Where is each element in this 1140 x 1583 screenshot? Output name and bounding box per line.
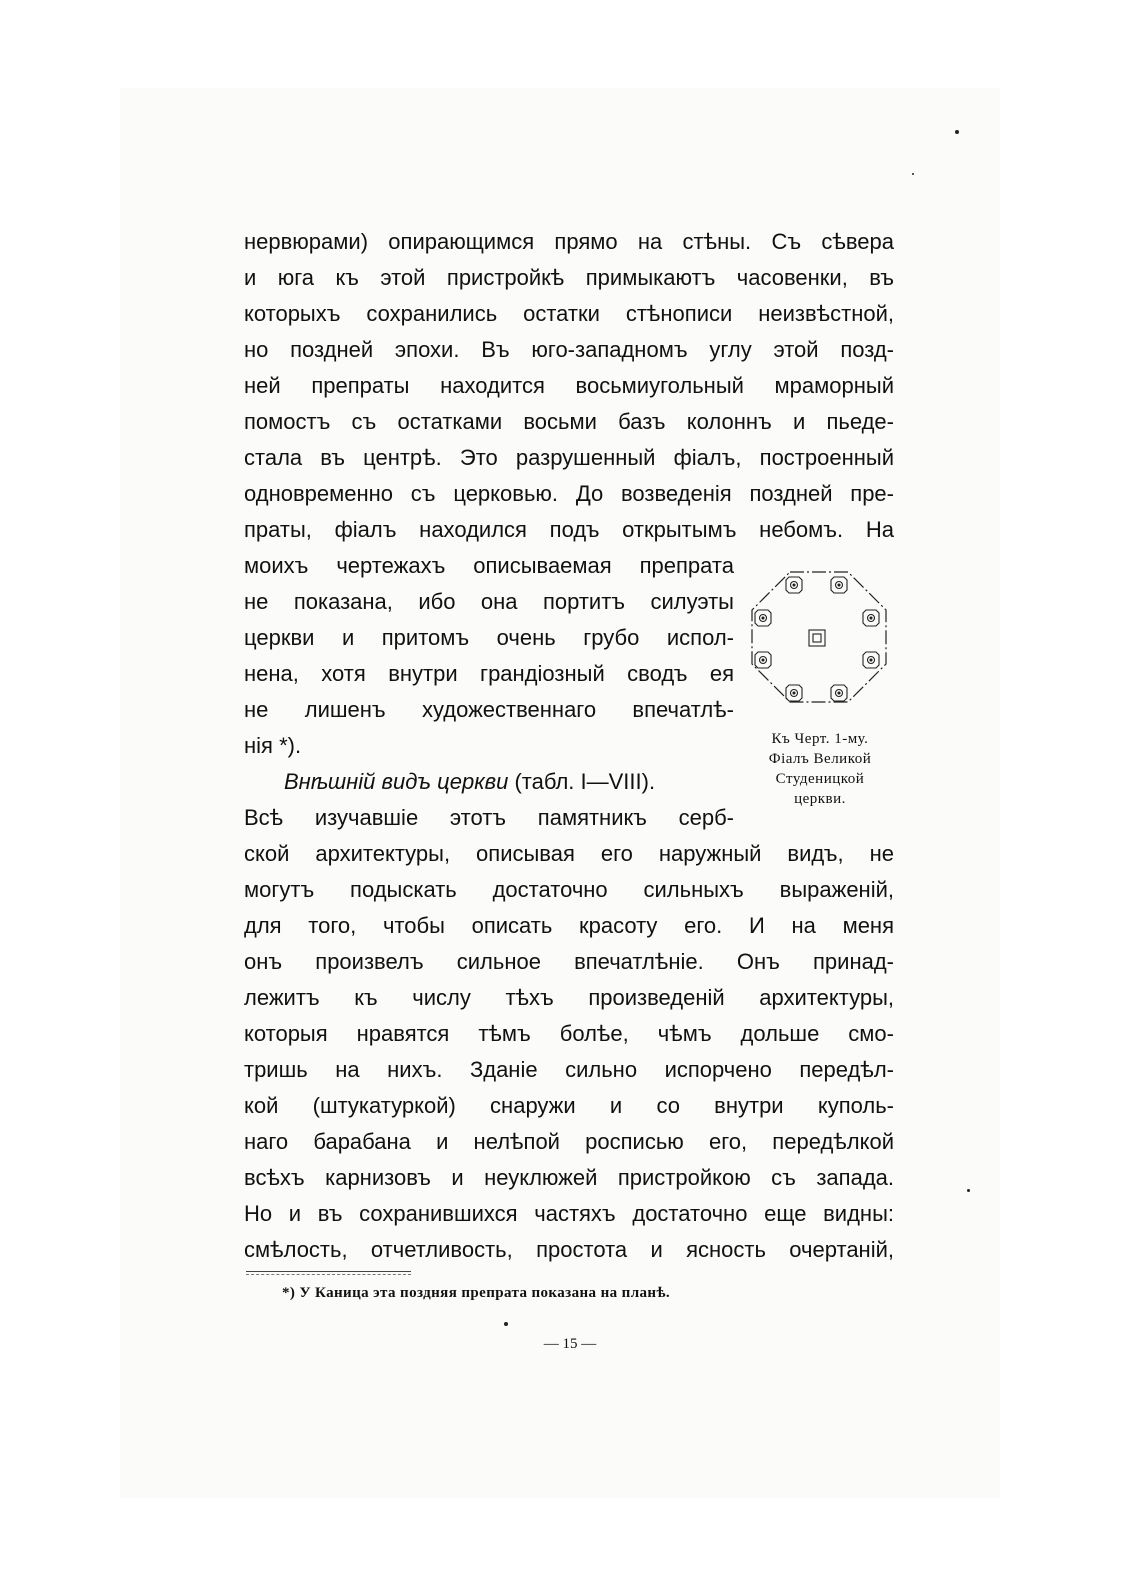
text-line: праты, фіалъ находился подъ открытымъ небомъ. На	[244, 517, 894, 542]
text-line: всѣхъ карнизовъ и неуклюжей пристройкою съ запада.	[244, 1165, 894, 1190]
text-line: стала въ центрѣ. Это разрушенный фіалъ, построенный	[244, 445, 894, 470]
print-speck	[912, 173, 914, 175]
figure-caption-line: Къ Черт. 1-му.	[771, 731, 869, 747]
footnote: *) У Каница эта поздняя препрата показана на планѣ.	[282, 1285, 671, 1301]
footnote-rule	[246, 1274, 411, 1275]
text-line: но поздней эпохи. Въ юго-западномъ углу этой позд-	[244, 337, 894, 362]
text-line: ской архитектуры, описывая его наружный видъ, не	[244, 841, 894, 866]
text-line: Но и въ сохранившихся частяхъ достаточно еще видны:	[244, 1201, 894, 1226]
text-line: нія *).	[244, 733, 302, 758]
text-line: нена, хотя внутри грандіозный сводъ ея	[244, 661, 734, 686]
text-line: которыхъ сохранились остатки стѣнописи неизвѣстной,	[244, 301, 894, 326]
section-heading-rest: (табл. I—VIII).	[508, 769, 656, 794]
text-line: онъ произвелъ сильное впечатлѣніе. Онъ принад-	[244, 949, 894, 974]
text-line: церкви и притомъ очень грубо испол-	[244, 625, 734, 650]
figure-caption-line: церкви.	[794, 791, 846, 807]
text-line: не показана, ибо она портитъ силуэты	[244, 589, 734, 614]
figure-caption-line: Фіалъ Великой	[768, 751, 872, 767]
print-speck	[504, 1322, 508, 1326]
phiale-plan-drawing	[744, 562, 894, 712]
text-line: которыя нравятся тѣмъ болѣе, чѣмъ дольше смо-	[244, 1021, 894, 1046]
text-line: наго барабана и нелѣпой росписью его, передѣлкой	[244, 1129, 894, 1154]
text-line: смѣлость, отчетливость, простота и ясность очертаній,	[244, 1237, 894, 1262]
text-line: Всѣ изучавшіе этотъ памятникъ серб-	[244, 805, 734, 830]
text-line: могутъ подыскать достаточно сильныхъ выраженій,	[244, 877, 894, 902]
text-line: одновременно съ церковью. До возведенія поздней пре-	[244, 481, 894, 506]
figure-caption-line: Студеницкой	[775, 771, 865, 787]
text-line: тришь на нихъ. Зданіе сильно испорчено передѣл-	[244, 1057, 894, 1082]
text-line: для того, чтобы описать красоту его. И на меня	[244, 913, 894, 938]
text-line: нервюрами) опирающимся прямо на стѣны. Съ сѣвера	[244, 229, 894, 254]
footnote-rule	[246, 1271, 411, 1272]
section-heading-italic: Внѣшній видъ церкви	[284, 769, 509, 794]
section-heading	[284, 764, 734, 800]
text-line: лежитъ къ числу тѣхъ произведеній архитектуры,	[244, 985, 894, 1010]
text-line: кой (штукатуркой) снаружи и со внутри куполь-	[244, 1093, 894, 1118]
print-speck	[967, 1189, 970, 1192]
text-line: не лишенъ художественнаго впечатлѣ-	[244, 697, 734, 722]
print-speck	[955, 130, 959, 134]
text-line: помостъ съ остатками восьми базъ колоннъ и пьеде-	[244, 409, 894, 434]
text-line: и юга къ этой пристройкѣ примыкаютъ часовенки, въ	[244, 265, 894, 290]
text-line: моихъ чертежахъ описываемая препрата	[244, 553, 734, 578]
text-line: ней препраты находится восьмиугольный мраморный	[244, 373, 894, 398]
page-number: — 15 —	[543, 1336, 597, 1352]
